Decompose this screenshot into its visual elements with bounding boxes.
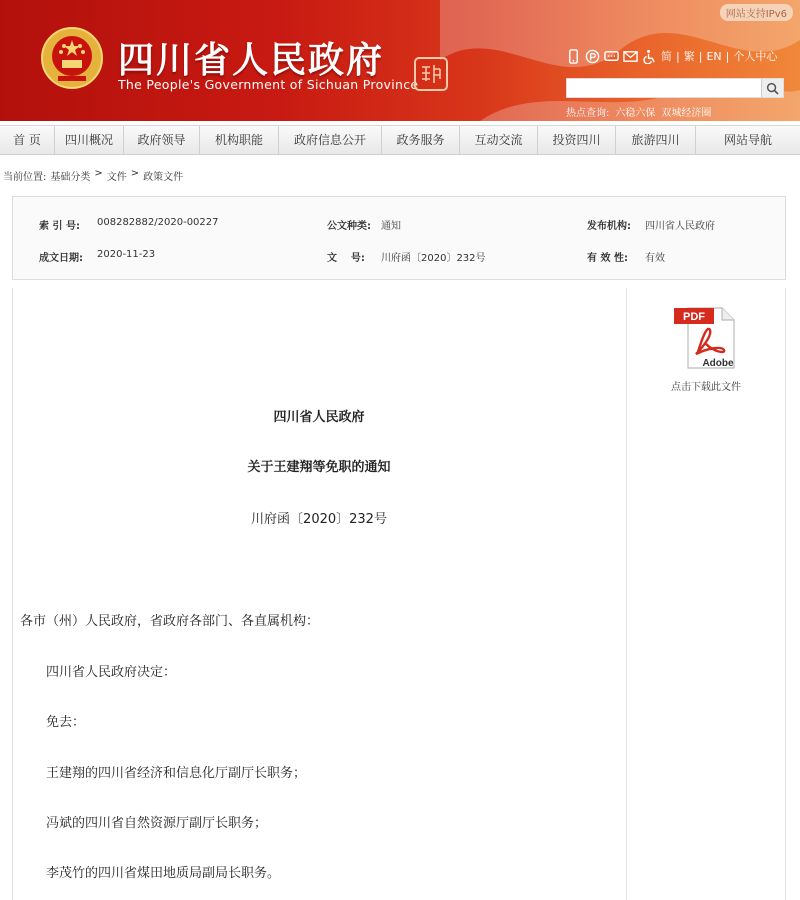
site-header — [0, 0, 800, 121]
doc-paragraph: 四川省人民政府决定： — [46, 665, 177, 680]
breadcrumb-link-files[interactable]: 文件 — [106, 172, 127, 183]
hot-link-2[interactable]: 双城经济圈 — [661, 108, 712, 119]
weibo-icon[interactable] — [585, 49, 600, 64]
validity-label: 有 效 性: — [587, 253, 628, 264]
national-emblem-icon — [40, 26, 104, 90]
docno-label: 文 号: — [327, 253, 365, 264]
site-title[interactable]: 四川省人民政府 — [118, 40, 385, 81]
nav-interaction[interactable]: 互动交流 — [460, 126, 538, 154]
breadcrumb-sep: > — [94, 168, 103, 179]
site-subtitle: The People's Government of Sichuan Province — [118, 77, 419, 92]
nav-overview[interactable]: 四川概况 — [55, 126, 124, 154]
search-icon — [766, 82, 779, 95]
seal-logo — [414, 57, 448, 91]
download-link[interactable]: 点击下载此文件 — [671, 382, 741, 393]
doc-salutation: 各市（州）人民政府，省政府各部门、各直属机构： — [20, 614, 320, 629]
breadcrumb — [3, 168, 183, 183]
breadcrumb-link-policy[interactable]: 政策文件 — [143, 172, 184, 183]
doc-title: 关于王建翔等免职的通知 — [247, 460, 391, 475]
nav-invest[interactable]: 投资四川 — [538, 126, 616, 154]
nav-tourism[interactable]: 旅游四川 — [616, 126, 696, 154]
search-button[interactable] — [761, 79, 783, 97]
pdf-download-icon[interactable] — [668, 304, 742, 370]
type-value: 通知 — [381, 221, 401, 232]
separator: | — [725, 49, 730, 63]
lang-simp-link[interactable]: 繁 — [683, 50, 695, 63]
breadcrumb-sep: > — [130, 168, 140, 179]
date-label: 成文日期: — [39, 253, 83, 264]
hot-label: 热点查询: — [566, 108, 610, 119]
doc-paragraph: 免去： — [46, 715, 86, 730]
search-input[interactable] — [567, 79, 761, 97]
adobe-text: Adobe — [702, 358, 734, 369]
nav-leaders[interactable]: 政府领导 — [124, 126, 200, 154]
nav-info-disclosure[interactable]: 政府信息公开 — [279, 126, 382, 154]
breadcrumb-label: 当前位置: — [3, 172, 47, 183]
pdf-text: PDF — [683, 311, 705, 323]
doc-issuer: 四川省人民政府 — [273, 410, 365, 425]
hot-link-1[interactable]: 六稳六保 — [615, 108, 656, 119]
doc-number: 川府函〔2020〕232号 — [251, 512, 387, 527]
nav-home[interactable]: 首 页 — [0, 126, 55, 154]
column-divider — [626, 288, 627, 900]
lang-trad-link[interactable]: 简 — [661, 50, 672, 63]
nav-sitemap[interactable]: 网站导航 — [723, 133, 772, 147]
breadcrumb-link-base[interactable]: 基础分类 — [50, 172, 91, 183]
docno-value: 川府函〔2020〕232号 — [381, 253, 486, 264]
personal-center-link[interactable]: 个人中心 — [733, 50, 778, 63]
doc-paragraph: 李茂竹的四川省煤田地质局副局长职务。 — [46, 866, 281, 881]
header-tools — [566, 48, 777, 64]
validity-value: 有效 — [645, 253, 665, 264]
mail-icon[interactable] — [623, 49, 638, 64]
message-icon[interactable] — [604, 49, 619, 64]
mobile-icon[interactable] — [566, 49, 581, 64]
date-value: 2020-11-23 — [97, 249, 156, 260]
nav-functions[interactable]: 机构职能 — [200, 126, 279, 154]
separator: | — [676, 49, 680, 63]
accessibility-icon[interactable] — [642, 49, 657, 64]
index-label: 索 引 号: — [39, 221, 80, 232]
doc-paragraph: 王建翔的四川省经济和信息化厅副厅长职务； — [46, 766, 307, 781]
nav-services[interactable]: 政务服务 — [382, 126, 460, 154]
hot-topics — [566, 104, 711, 119]
separator: | — [698, 49, 703, 63]
lang-en-link[interactable]: EN — [706, 49, 722, 63]
type-label: 公文种类: — [327, 221, 371, 232]
ipv6-badge: 网站支持IPv6 — [720, 4, 793, 21]
seal-icon — [418, 61, 444, 87]
index-value: 008282882/2020-00227 — [97, 217, 219, 228]
publisher-label: 发布机构: — [587, 221, 631, 232]
doc-paragraph: 冯斌的四川省自然资源厅副厅长职务； — [46, 816, 268, 831]
document-metadata — [12, 196, 786, 280]
publisher-value: 四川省人民政府 — [645, 221, 715, 232]
search-box — [566, 78, 784, 98]
main-nav — [0, 125, 800, 155]
